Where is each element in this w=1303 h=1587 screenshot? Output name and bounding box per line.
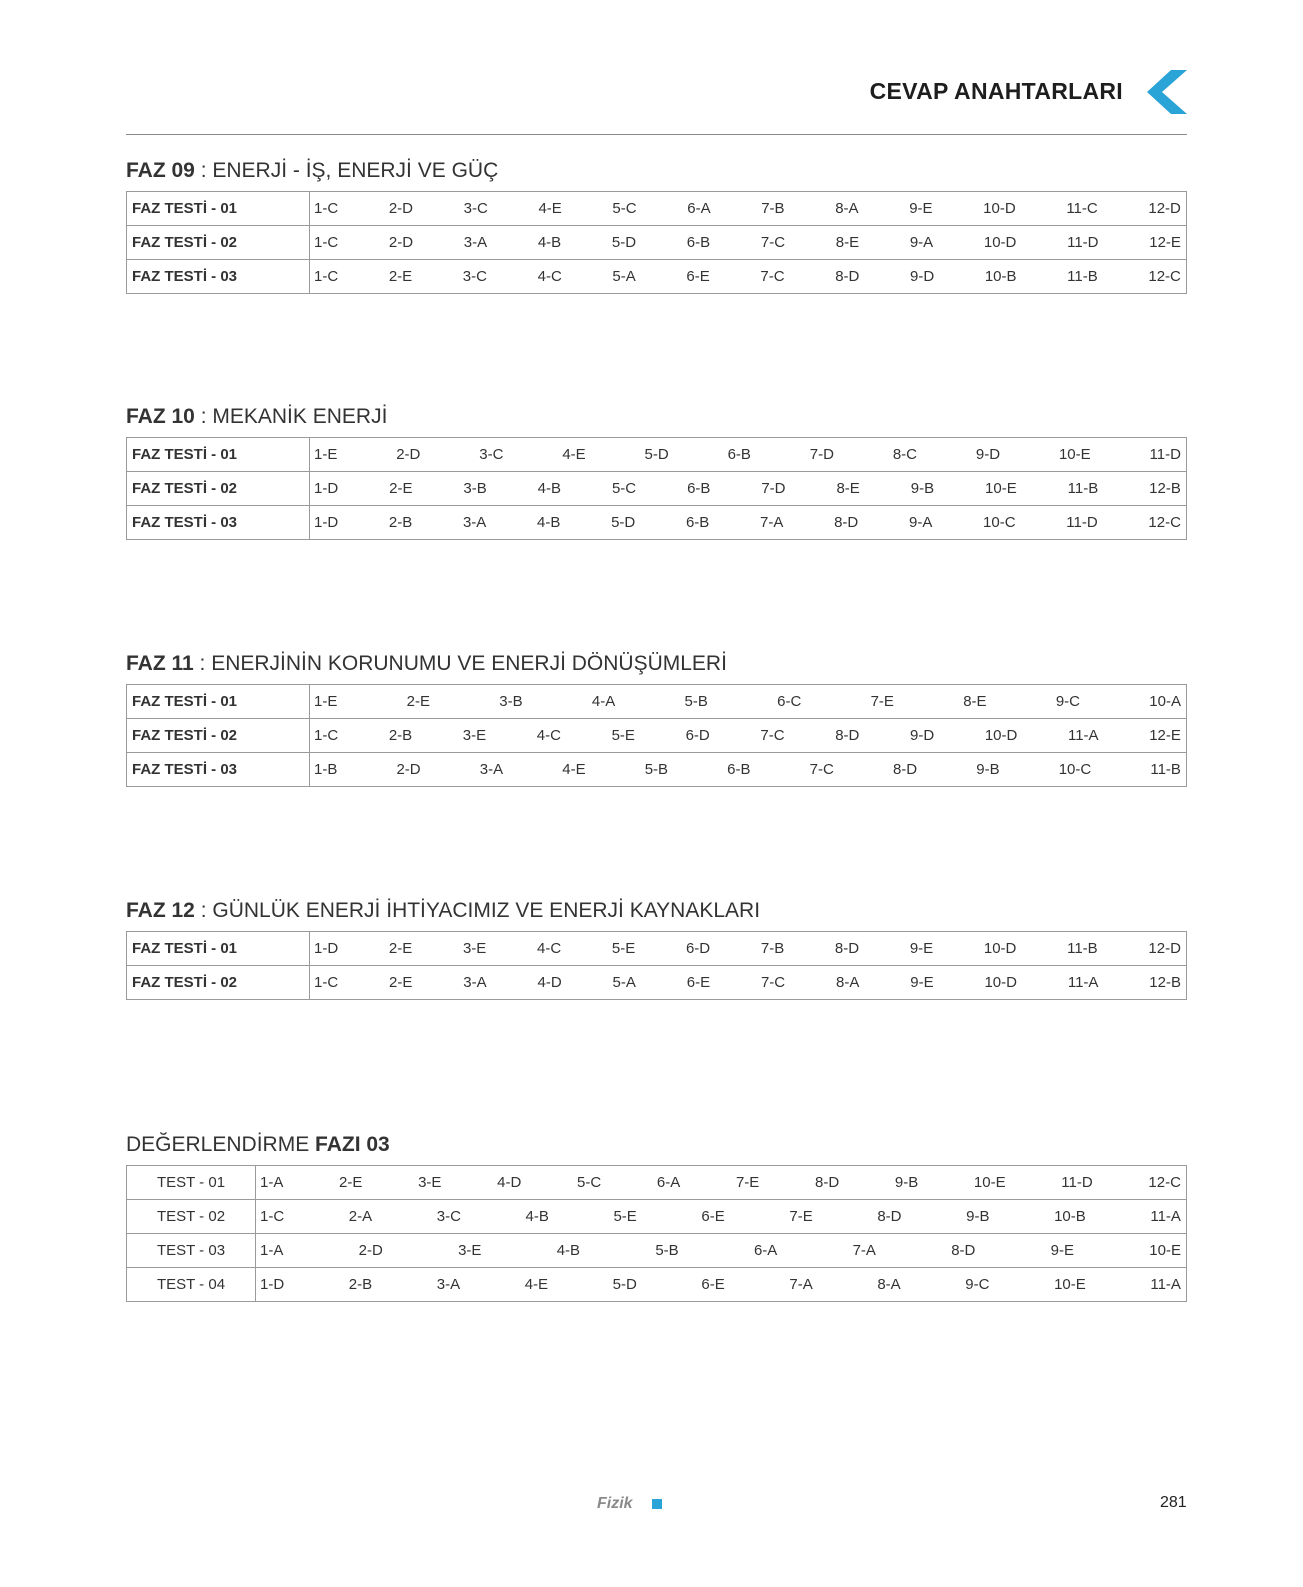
answers-cell [256, 1166, 1187, 1200]
answer-item: 7-A [789, 1276, 813, 1293]
answer-item: 12-E [1149, 234, 1181, 251]
test-label: FAZ TESTİ - 03 [127, 506, 310, 540]
footer-subject: Fizik [597, 1495, 633, 1512]
answer-item: 8-D [834, 514, 859, 531]
evaluation-section [126, 1132, 1187, 1302]
answer-table [126, 684, 1187, 787]
answer-item: 10-D [983, 200, 1016, 217]
answer-item: 6-D [685, 940, 711, 957]
table-row [127, 438, 1187, 472]
answer-item: 6-B [727, 446, 751, 463]
answer-item: 6-C [777, 693, 802, 710]
answer-item: 1-D [260, 1276, 285, 1293]
answer-item: 10-D [984, 727, 1018, 744]
answer-item: 5-D [644, 446, 669, 463]
answer-item: 4-C [537, 940, 562, 957]
answer-item: 5-E [611, 940, 636, 957]
answer-item: 8-D [814, 1174, 840, 1191]
answer-item: 11-C [1066, 200, 1098, 217]
page-header [126, 70, 1187, 135]
answer-item: 7-E [870, 693, 894, 710]
test-label: FAZ TESTİ - 02 [127, 226, 310, 260]
answer-item: 12-C [1148, 1174, 1181, 1191]
answer-item: 11-B [1067, 268, 1098, 285]
answer-item: 6-A [656, 1174, 681, 1191]
table-row [127, 1268, 1187, 1302]
answer-item: 9-D [910, 727, 935, 744]
answer-item: 11-A [1150, 1276, 1181, 1293]
answer-item: 3-A [462, 514, 487, 531]
answers-cell [310, 260, 1187, 294]
answer-item: 5-A [612, 974, 636, 991]
answer-item: 12-C [1148, 514, 1181, 531]
answer-item: 12-C [1148, 268, 1181, 285]
page-title: CEVAP ANAHTARLARI [869, 78, 1123, 104]
table-row [127, 753, 1187, 787]
answer-item: 3-A [479, 761, 504, 778]
answer-item: 1-D [314, 514, 339, 531]
answer-item: 10-D [983, 940, 1017, 957]
section-title: FAZ 09 : ENERJİ - İŞ, ENERJİ VE GÜÇ [126, 159, 499, 182]
answer-item: 6-B [687, 480, 711, 497]
answers-cell [256, 1200, 1187, 1234]
answers-cell [256, 1234, 1187, 1268]
evaluation-table [126, 1165, 1187, 1302]
answer-item: 6-B [686, 234, 711, 251]
answer-item: 4-E [562, 761, 586, 778]
answer-item: 4-B [537, 514, 561, 531]
answer-item: 3-A [436, 1276, 461, 1293]
answer-item: 1-E [314, 446, 338, 463]
answer-table [126, 931, 1187, 1000]
answer-item: 9-E [909, 200, 933, 217]
answer-item: 11-A [1150, 1208, 1181, 1225]
answer-item: 9-B [894, 1174, 919, 1191]
answer-item: 10-C [983, 514, 1016, 531]
answers-cell [310, 506, 1187, 540]
answer-item: 11-D [1067, 234, 1099, 251]
answer-item: 2-E [406, 693, 430, 710]
answer-item: 10-C [1058, 761, 1092, 778]
test-label: FAZ TESTİ - 02 [127, 719, 310, 753]
answer-item: 3-B [499, 693, 523, 710]
answer-item: 10-E [1054, 1276, 1086, 1293]
test-label: FAZ TESTİ - 01 [127, 438, 310, 472]
answer-item: 12-B [1149, 480, 1181, 497]
table-row [127, 506, 1187, 540]
answer-item: 11-B [1150, 761, 1181, 778]
answer-item: 6-E [701, 1208, 725, 1225]
answer-item: 8-D [877, 1208, 902, 1225]
answers-cell [310, 685, 1187, 719]
answer-item: 9-E [910, 974, 934, 991]
answer-item: 4-B [525, 1208, 549, 1225]
table-row [127, 932, 1187, 966]
answer-item: 7-B [760, 940, 785, 957]
answer-item: 5-E [611, 727, 635, 744]
answer-item: 2-D [396, 761, 421, 778]
table-row [127, 472, 1187, 506]
answer-item: 1-C [314, 200, 339, 217]
answer-item: 6-E [686, 268, 710, 285]
answer-item: 5-D [612, 1276, 637, 1293]
answer-item: 5-D [611, 234, 637, 251]
answer-table [126, 437, 1187, 540]
test-label: TEST - 03 [127, 1234, 256, 1268]
table-row [127, 719, 1187, 753]
answer-item: 5-B [655, 1242, 679, 1259]
answer-item: 8-D [835, 727, 860, 744]
answer-item: 4-E [538, 200, 562, 217]
answer-item: 10-D [983, 234, 1017, 251]
answer-item: 3-C [436, 1208, 461, 1225]
answer-item: 7-A [760, 514, 784, 531]
answer-item: 2-E [388, 268, 413, 285]
table-row [127, 192, 1187, 226]
answer-item: 10-E [973, 1174, 1006, 1191]
answer-item: 1-C [260, 1208, 285, 1225]
answer-item: 1-D [314, 940, 339, 957]
answer-item: 6-B [727, 761, 751, 778]
section-title: FAZ 11 : ENERJİNİN KORUNUMU VE ENERJİ DÖNÜŞÜMLERİ [126, 652, 727, 675]
answer-item: 7-C [760, 727, 785, 744]
table-row [127, 226, 1187, 260]
answer-item: 2-A [348, 1208, 373, 1225]
answers-cell [256, 1268, 1187, 1302]
test-label: TEST - 04 [127, 1268, 256, 1302]
answer-item: 9-B [910, 480, 935, 497]
answer-item: 9-E [909, 940, 934, 957]
answer-item: 8-E [963, 693, 987, 710]
answer-item: 3-E [458, 1242, 482, 1259]
answer-item: 9-E [1050, 1242, 1074, 1259]
faz-10-section [126, 404, 1187, 540]
test-label: FAZ TESTİ - 03 [127, 753, 310, 787]
answer-item: 10-E [1149, 1242, 1181, 1259]
answer-item: 4-B [537, 480, 562, 497]
answer-item: 2-E [389, 974, 413, 991]
answer-item: 3-C [463, 200, 488, 217]
answer-item: 8-C [892, 446, 918, 463]
answer-item: 4-B [537, 234, 562, 251]
table-row [127, 685, 1187, 719]
answer-item: 1-C [314, 727, 339, 744]
answer-item: 6-B [685, 514, 710, 531]
answer-item: 11-D [1066, 514, 1098, 531]
square-icon [652, 1499, 662, 1509]
answer-item: 5-A [612, 268, 636, 285]
answer-item: 9-A [908, 514, 933, 531]
answer-item: 4-D [537, 974, 562, 991]
table-row [127, 1166, 1187, 1200]
answer-item: 2-D [358, 1242, 383, 1259]
answer-item: 6-D [685, 727, 710, 744]
table-row [127, 966, 1187, 1000]
answer-item: 9-C [965, 1276, 990, 1293]
answer-item: 9-D [910, 268, 935, 285]
answer-item: 8-A [877, 1276, 901, 1293]
table-row [127, 260, 1187, 294]
answer-item: 4-E [562, 446, 586, 463]
answer-item: 10-A [1149, 693, 1181, 710]
answer-table [126, 191, 1187, 294]
answer-item: 2-D [396, 446, 421, 463]
answer-item: 1-B [314, 761, 338, 778]
answer-item: 5-B [644, 761, 669, 778]
answer-item: 4-A [591, 693, 616, 710]
answer-item: 11-A [1067, 727, 1099, 744]
table-row [127, 1234, 1187, 1268]
answer-item: 5-B [684, 693, 708, 710]
answer-item: 8-E [835, 234, 860, 251]
answer-item: 4-E [524, 1276, 549, 1293]
answer-item: 5-E [613, 1208, 637, 1225]
answer-item: 7-A [852, 1242, 876, 1259]
answer-item: 7-E [735, 1174, 760, 1191]
answer-item: 10-B [1054, 1208, 1086, 1225]
answer-item: 3-B [463, 480, 487, 497]
page-number: 281 [1160, 1494, 1187, 1511]
answer-item: 6-E [701, 1276, 725, 1293]
answers-cell [310, 472, 1187, 506]
test-label: FAZ TESTİ - 02 [127, 472, 310, 506]
answer-item: 2-D [388, 200, 413, 217]
answer-item: 4-B [556, 1242, 581, 1259]
test-label: TEST - 02 [127, 1200, 256, 1234]
answers-cell [310, 932, 1187, 966]
test-label: FAZ TESTİ - 01 [127, 685, 310, 719]
answer-item: 2-B [388, 514, 413, 531]
answers-cell [310, 226, 1187, 260]
answer-item: 5-C [612, 200, 637, 217]
answer-item: 2-B [348, 1276, 373, 1293]
answer-item: 11-A [1067, 974, 1099, 991]
answer-item: 2-D [388, 234, 414, 251]
section-title: FAZ 10 : MEKANİK ENERJİ [126, 405, 388, 428]
answer-item: 6-E [686, 974, 711, 991]
answer-item: 12-B [1149, 974, 1181, 991]
answer-item: 10-E [985, 480, 1017, 497]
faz-12-section [126, 898, 1187, 1000]
answer-item: 8-E [836, 480, 860, 497]
answer-item: 3-C [479, 446, 504, 463]
answer-item: 6-A [687, 200, 711, 217]
faz-09-section [126, 158, 1187, 294]
section-title: FAZ 12 : GÜNLÜK ENERJİ İHTİYACIMIZ VE ENERJİ KAYNAKLARI [126, 899, 761, 922]
answer-item: 1-A [260, 1174, 284, 1191]
table-row [127, 1200, 1187, 1234]
section-title: DEĞERLENDİRME FAZI 03 [126, 1133, 390, 1156]
answer-item: 7-C [760, 974, 786, 991]
answer-item: 9-B [966, 1208, 990, 1225]
test-label: FAZ TESTİ - 03 [127, 260, 310, 294]
answer-item: 1-C [314, 268, 339, 285]
answers-cell [310, 966, 1187, 1000]
answer-item: 7-D [809, 446, 834, 463]
answers-cell [310, 719, 1187, 753]
answer-item: 9-C [1055, 693, 1080, 710]
answer-item: 11-B [1067, 940, 1098, 957]
answer-item: 7-C [809, 761, 834, 778]
answer-item: 10-D [984, 974, 1017, 991]
answer-item: 1-A [260, 1242, 284, 1259]
answer-item: 11-D [1149, 446, 1181, 463]
answer-item: 8-D [834, 940, 860, 957]
answer-item: 10-B [984, 268, 1017, 285]
faz-11-section [126, 651, 1187, 787]
answer-item: 5-D [611, 514, 636, 531]
test-label: TEST - 01 [127, 1166, 256, 1200]
test-label: FAZ TESTİ - 02 [127, 966, 310, 1000]
answer-item: 3-A [463, 974, 487, 991]
answer-item: 4-C [537, 268, 562, 285]
test-label: FAZ TESTİ - 01 [127, 192, 310, 226]
answer-item: 7-D [761, 480, 786, 497]
answer-item: 11-B [1067, 480, 1099, 497]
answer-item: 7-E [789, 1208, 813, 1225]
answers-cell [310, 753, 1187, 787]
answer-item: 1-D [314, 480, 339, 497]
answer-item: 12-E [1149, 727, 1181, 744]
test-label: FAZ TESTİ - 01 [127, 932, 310, 966]
answer-item: 11-D [1061, 1174, 1093, 1191]
answer-item: 12-D [1148, 940, 1181, 957]
answer-item: 2-E [339, 1174, 363, 1191]
answer-item: 9-D [975, 446, 1001, 463]
answer-item: 8-D [892, 761, 918, 778]
answer-item: 2-E [388, 940, 413, 957]
answer-item: 4-C [536, 727, 561, 744]
answer-item: 8-A [836, 974, 860, 991]
answer-item: 2-E [389, 480, 413, 497]
answers-cell [310, 438, 1187, 472]
answer-item: 5-C [611, 480, 637, 497]
answer-item: 8-A [835, 200, 859, 217]
answer-item: 12-D [1148, 200, 1181, 217]
answer-item: 1-E [314, 693, 338, 710]
answer-item: 7-C [760, 268, 785, 285]
answer-item: 3-E [462, 727, 487, 744]
answer-item: 6-A [753, 1242, 778, 1259]
answer-item: 7-B [761, 200, 785, 217]
answer-item: 3-A [463, 234, 488, 251]
answer-item: 1-C [314, 974, 339, 991]
answer-item: 3-E [462, 940, 487, 957]
answer-item: 7-C [760, 234, 786, 251]
answer-item: 8-D [835, 268, 860, 285]
answer-item: 10-E [1058, 446, 1091, 463]
answer-item: 2-B [388, 727, 413, 744]
answer-item: 3-C [462, 268, 487, 285]
answers-cell [310, 192, 1187, 226]
answer-item: 3-E [418, 1174, 442, 1191]
answer-item: 5-C [577, 1174, 602, 1191]
answer-item: 8-D [951, 1242, 976, 1259]
answer-item: 4-D [497, 1174, 522, 1191]
chevron-left-icon [1147, 70, 1187, 114]
answer-item: 9-B [976, 761, 1000, 778]
answer-item: 1-C [314, 234, 339, 251]
answer-item: 9-A [909, 234, 934, 251]
